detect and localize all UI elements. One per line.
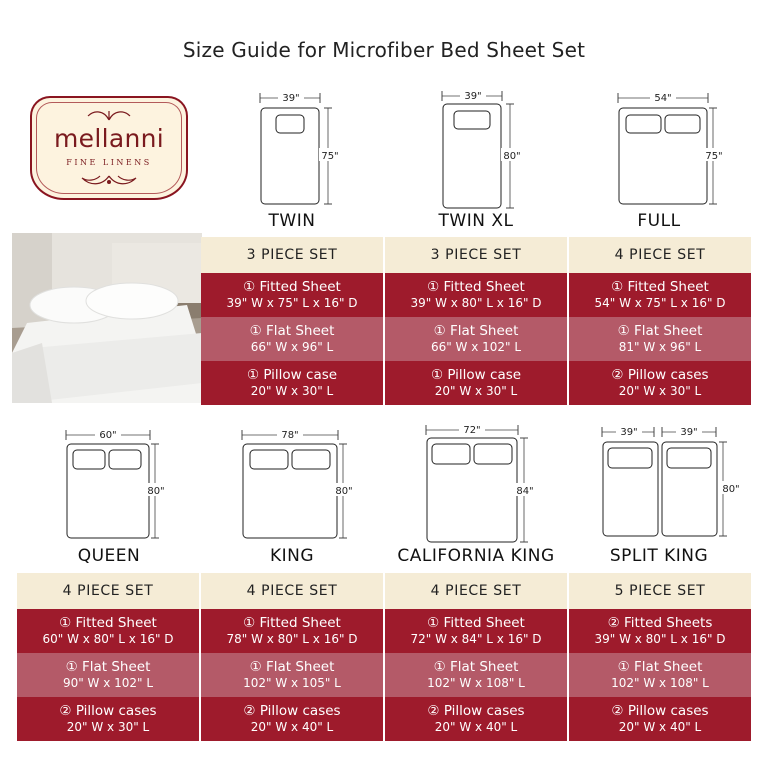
table-row: ② Pillow cases 20" W x 40" L xyxy=(201,697,383,741)
size-label-split-king: SPLIT KING xyxy=(609,546,709,566)
page-title: Size Guide for Microfiber Bed Sheet Set xyxy=(182,38,586,62)
set-count: 5 PIECE SET xyxy=(569,573,751,609)
table-row: ① Flat Sheet 102" W x 108" L xyxy=(569,653,751,697)
full-length-label: 75" xyxy=(705,151,723,162)
size-table-twin xyxy=(201,237,383,405)
table-row: ② Fitted Sheets 39" W x 80" L x 16" D xyxy=(569,609,751,653)
size-label-twin: TWIN xyxy=(268,211,316,231)
set-count: 3 PIECE SET xyxy=(385,237,567,273)
set-count: 4 PIECE SET xyxy=(385,573,567,609)
split-king-width-label: 39" xyxy=(620,427,638,438)
size-table-queen xyxy=(17,573,199,741)
table-row: ① Fitted Sheet 54" W x 75" L x 16" D xyxy=(569,273,751,317)
size-table-full xyxy=(569,237,751,405)
table-row: ① Fitted Sheet 39" W x 75" L x 16" D xyxy=(201,273,383,317)
set-count: 4 PIECE SET xyxy=(201,573,383,609)
twin-length-label: 75" xyxy=(321,151,339,162)
table-row: ② Pillow cases 20" W x 40" L xyxy=(569,697,751,741)
size-table-king xyxy=(201,573,383,741)
bed-diagram-queen xyxy=(62,427,172,546)
table-row: ① Flat Sheet 90" W x 102" L xyxy=(17,653,199,697)
size-label-king: KING xyxy=(269,546,315,566)
table-row: ① Pillow case 20" W x 30" L xyxy=(385,361,567,405)
size-label-full: FULL xyxy=(637,211,681,231)
full-width-label: 54" xyxy=(654,93,672,104)
twin-xl-width-label: 39" xyxy=(464,91,482,102)
size-table-california-king xyxy=(385,573,567,741)
set-count: 4 PIECE SET xyxy=(569,237,751,273)
split-king-width2-label: 39" xyxy=(680,427,698,438)
table-row: ② Pillow cases 20" W x 40" L xyxy=(385,697,567,741)
table-row: ② Pillow cases 20" W x 30" L xyxy=(17,697,199,741)
flourish-icon xyxy=(84,108,134,122)
king-width-label: 78" xyxy=(281,430,299,441)
bed-diagram-twin-xl xyxy=(440,88,530,217)
size-label-california-king: CALIFORNIA KING xyxy=(397,546,555,566)
table-row: ① Flat Sheet 102" W x 108" L xyxy=(385,653,567,697)
table-row: ① Flat Sheet 66" W x 102" L xyxy=(385,317,567,361)
twin-xl-length-label: 80" xyxy=(503,151,521,162)
table-row: ① Flat Sheet 81" W x 96" L xyxy=(569,317,751,361)
bedroom-photo xyxy=(12,233,202,403)
bed-diagram-king xyxy=(238,427,358,546)
table-row: ① Fitted Sheet 78" W x 80" L x 16" D xyxy=(201,609,383,653)
brand-logo xyxy=(30,96,188,200)
queen-length-label: 80" xyxy=(147,486,165,497)
table-row: ① Fitted Sheet 60" W x 80" L x 16" D xyxy=(17,609,199,653)
set-count: 4 PIECE SET xyxy=(17,573,199,609)
set-count: 3 PIECE SET xyxy=(201,237,383,273)
twin-width-label: 39" xyxy=(282,93,300,104)
table-row: ① Fitted Sheet 72" W x 84" L x 16" D xyxy=(385,609,567,653)
king-length-label: 80" xyxy=(335,486,353,497)
logo-brand-name: mellanni xyxy=(54,124,164,153)
logo-tagline: FINE LINENS xyxy=(66,158,152,167)
table-row: ① Pillow case 20" W x 30" L xyxy=(201,361,383,405)
table-row: ② Pillow cases 20" W x 30" L xyxy=(569,361,751,405)
california-king-length-label: 84" xyxy=(516,486,534,497)
size-label-twin-xl: TWIN XL xyxy=(438,211,514,231)
queen-width-label: 60" xyxy=(99,430,117,441)
size-table-split-king xyxy=(569,573,751,741)
bed-diagram-split-king xyxy=(598,424,738,548)
table-row: ① Fitted Sheet 39" W x 80" L x 16" D xyxy=(385,273,567,317)
split-king-length-label: 80" xyxy=(722,484,740,495)
table-row: ① Flat Sheet 102" W x 105" L xyxy=(201,653,383,697)
california-king-width-label: 72" xyxy=(463,425,481,436)
size-label-queen: QUEEN xyxy=(77,546,141,566)
bed-photo-icon xyxy=(12,233,202,403)
bed-diagram-twin xyxy=(258,90,348,214)
bed-diagram-california-king xyxy=(422,422,547,551)
bed-diagram-full xyxy=(614,90,724,214)
size-table-twin-xl xyxy=(385,237,567,405)
flourish-icon xyxy=(76,172,142,190)
table-row: ① Flat Sheet 66" W x 96" L xyxy=(201,317,383,361)
